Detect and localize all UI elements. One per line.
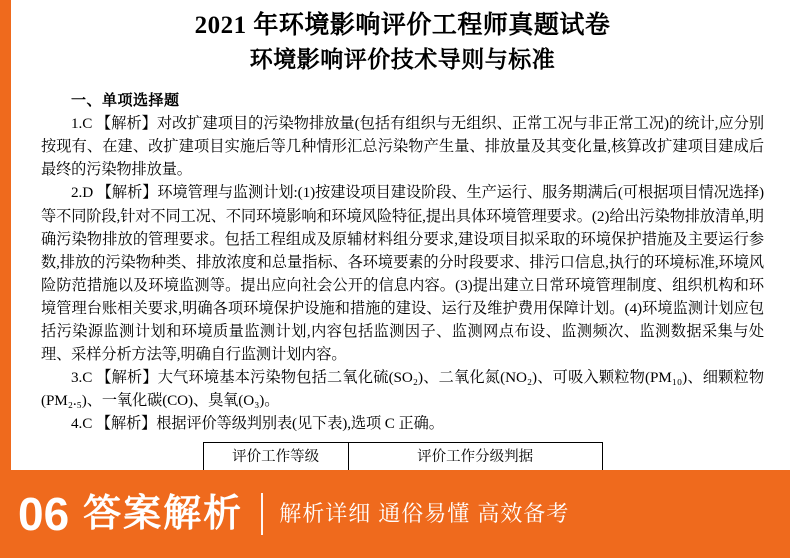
answer-text-3: 3.C 【解析】大气环境基本污染物包括二氧化硫(SO₂)、二氧化氮(NO₂)、可吸入颗粒物(PM₁₀)、细颗粒物(PM₂.₅)、一氧化碳(CO)、臭氧(O₃)。: [41, 369, 764, 410]
table-header-cell-2: 评价工作分级判据: [348, 443, 602, 470]
table-header-cell-1: 评价工作等级: [203, 443, 348, 470]
answer-text-2: 2.D 【解析】环境管理与监测计划:(1)按建设项目建设阶段、生产运行、服务期满后(可根据项目情况选择)等不同阶段,针对不同工况、不同环境影响和环境风险特征,提出具体环境管理要求。(2)给出污染物排放清单,明确污染物排放的管理要求。包括工程组成及原辅材料组分要求,建设项目拟采取的环境保护措施及主要运行参数,排放的污染物种类、排放浓度和总量指标、各环境要素的分时段要求、排污口信息,执行的环境标准,环境风险防范措施以及环境监测等。提出应向社会公开的信息内容。(3)提出建立日常环境管理制度、组织机构和环境管理台账相关要求,明确各项环境保护设施和措施的建设、运行及维护费用保障计划。(4)环境监测计划应包括污染源监测计划和环境质量监测计划,内容包括监测因子、监测网点布设、监测频次、监测数据采集与处理、采样分析方法等,明确自行监测计划内容。: [41, 184, 764, 364]
answer-paragraph-2: [41, 181, 764, 366]
answer-paragraph-3: [41, 366, 764, 412]
footer-title: 答案解析: [83, 493, 244, 535]
page-title-line-2: 环境影响评价技术导则与标准: [249, 47, 556, 73]
table-header-row: [203, 443, 602, 470]
answer-text-1: 1.C 【解析】对改扩建项目的污染物排放量(包括有组织与无组织、正常工况与非正常工况)的统计,应分别按现有、在建、改扩建项目实施后等几种情形汇总污染物产生量、排放量及其变化量,核算改扩建项目建成后最终的污染物排放量。: [41, 115, 764, 179]
answer-paragraph-4: [41, 412, 764, 435]
grade-table-wrapper: [41, 442, 764, 470]
footer-chapter-number: 06: [18, 488, 70, 540]
answer-paragraph-1: [41, 112, 764, 181]
evaluation-grade-table: [203, 442, 603, 470]
footer-banner: [0, 470, 790, 558]
page-title-line-1: 2021 年环境影响评价工程师真题试卷: [194, 12, 611, 39]
section-heading: 一、单项选择题: [71, 93, 180, 110]
footer-divider: [261, 493, 263, 535]
answer-text-4: 4.C 【解析】根据评价等级判别表(见下表),选项 C 正确。: [71, 415, 444, 433]
document-content: [11, 0, 790, 470]
footer-subtitle: 解析详细 通俗易懂 高效备考: [279, 501, 570, 526]
